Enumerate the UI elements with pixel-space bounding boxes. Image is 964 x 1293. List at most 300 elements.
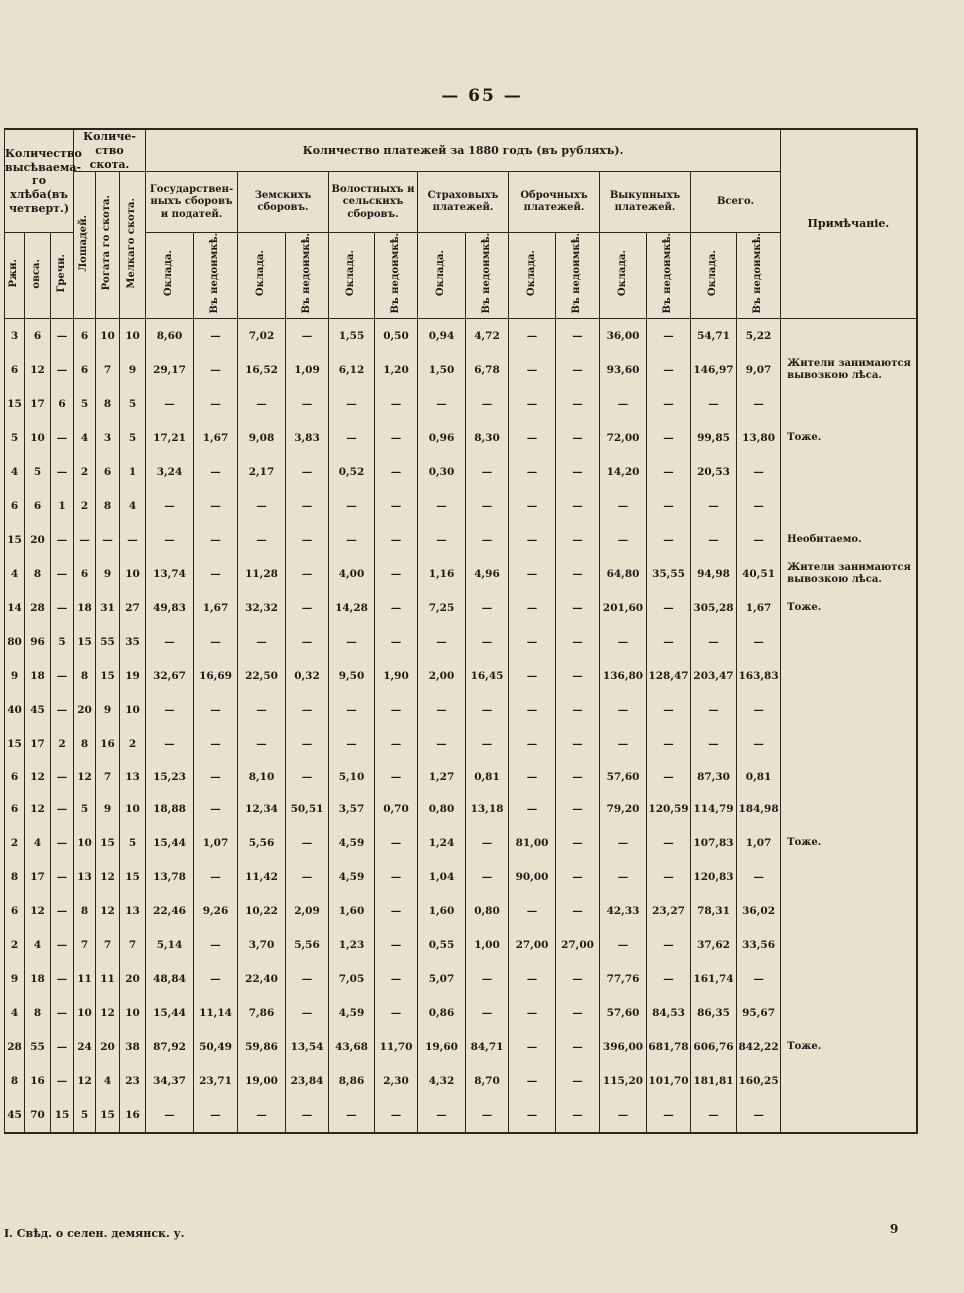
table-cell: — — [509, 1030, 556, 1064]
table-cell: 1,24 — [418, 826, 466, 860]
table-cell: 8,10 — [238, 761, 286, 792]
table-cell: 0,52 — [329, 455, 375, 489]
table-cell: 16,69 — [194, 659, 238, 693]
okl-header: Оклада. — [329, 233, 375, 319]
table-cell: — — [286, 693, 329, 727]
table-row — [5, 894, 917, 928]
table-cell: 1,60 — [418, 894, 466, 928]
table-cell: 94,98 — [691, 557, 737, 591]
table-cell: 1,67 — [194, 591, 238, 625]
table-body — [5, 319, 917, 1134]
table-cell: 1,67 — [194, 421, 238, 455]
table-cell: 36,00 — [600, 319, 647, 354]
table-row — [5, 792, 917, 826]
table-cell: 13,80 — [737, 421, 781, 455]
table-cell: 12 — [96, 860, 120, 894]
table-row — [5, 523, 917, 557]
table-cell: 163,83 — [737, 659, 781, 693]
table-cell: 20 — [96, 1030, 120, 1064]
table-cell: — — [647, 455, 691, 489]
table-cell: 8 — [74, 894, 96, 928]
table-cell: — — [466, 455, 509, 489]
ned-header: Въ недоимкѣ. — [737, 233, 781, 319]
table-cell: 9 — [96, 557, 120, 591]
table-cell: — — [418, 727, 466, 761]
table-cell: 15 — [5, 727, 25, 761]
table-cell: — — [509, 1098, 556, 1133]
table-cell: — — [194, 557, 238, 591]
table-cell: 19 — [120, 659, 146, 693]
table-cell: 40,51 — [737, 557, 781, 591]
table-cell: — — [466, 996, 509, 1030]
table-cell: 14 — [5, 591, 25, 625]
table-cell: 10 — [120, 792, 146, 826]
table-cell: 2,00 — [418, 659, 466, 693]
table-cell: 40 — [5, 693, 25, 727]
remark-cell — [781, 761, 917, 792]
table-cell: 10,22 — [238, 894, 286, 928]
table-cell: — — [51, 421, 74, 455]
table-cell: 5,22 — [737, 319, 781, 354]
table-cell: 3 — [96, 421, 120, 455]
table-cell: 681,78 — [647, 1030, 691, 1064]
table-cell: — — [286, 761, 329, 792]
table-cell: — — [286, 727, 329, 761]
table-cell: 1,90 — [375, 659, 418, 693]
table-cell: 35,55 — [647, 557, 691, 591]
table-cell: 27,00 — [509, 928, 556, 962]
table-cell: 15 — [96, 659, 120, 693]
grain-group-header: Количество высѣваема-го хлѣба(въ четверт.) — [5, 129, 74, 233]
table-cell: 15 — [5, 387, 25, 421]
table-cell: — — [647, 962, 691, 996]
table-cell: — — [238, 727, 286, 761]
table-cell: — — [418, 387, 466, 421]
table-cell: — — [737, 455, 781, 489]
table-cell: — — [375, 962, 418, 996]
table-row — [5, 489, 917, 523]
table-cell: — — [691, 1098, 737, 1133]
table-cell: 4 — [25, 928, 51, 962]
table-cell: 15 — [96, 826, 120, 860]
table-cell: 1,27 — [418, 761, 466, 792]
table-cell: 7 — [96, 928, 120, 962]
footer-source: I. Свѣд. о селен. демянск. у. — [4, 1227, 185, 1240]
table-cell: — — [556, 489, 600, 523]
table-cell: — — [600, 727, 647, 761]
table-cell: 2,09 — [286, 894, 329, 928]
table-cell: 22,50 — [238, 659, 286, 693]
table-cell: 19,00 — [238, 1064, 286, 1098]
table-cell: 5 — [120, 421, 146, 455]
table-cell: 16,45 — [466, 659, 509, 693]
table-cell: — — [329, 1098, 375, 1133]
table-cell: — — [375, 523, 418, 557]
table-cell: — — [556, 591, 600, 625]
table-cell: — — [194, 693, 238, 727]
table-cell: 181,81 — [691, 1064, 737, 1098]
table-cell: 55 — [96, 625, 120, 659]
table-cell: — — [418, 489, 466, 523]
table-cell: 0,81 — [466, 761, 509, 792]
table-cell: 22,46 — [146, 894, 194, 928]
table-cell: 14,20 — [600, 455, 647, 489]
table-cell: — — [329, 489, 375, 523]
table-cell: 201,60 — [600, 591, 647, 625]
table-cell: 20 — [120, 962, 146, 996]
table-cell: 7 — [74, 928, 96, 962]
table-cell: 4 — [5, 557, 25, 591]
table-cell: — — [600, 625, 647, 659]
table-cell: — — [737, 693, 781, 727]
table-cell: — — [194, 625, 238, 659]
table-cell: — — [146, 727, 194, 761]
quitrent-header: Оброчныхъ платежей. — [509, 172, 600, 233]
table-row — [5, 421, 917, 455]
table-cell: 115,20 — [600, 1064, 647, 1098]
table-cell: 57,60 — [600, 761, 647, 792]
table-cell: 16,52 — [238, 353, 286, 387]
okl-header: Оклада. — [146, 233, 194, 319]
table-cell: 4,00 — [329, 557, 375, 591]
remark-cell — [781, 962, 917, 996]
table-cell: — — [600, 928, 647, 962]
table-cell: 11,14 — [194, 996, 238, 1030]
table-cell: — — [286, 319, 329, 354]
table-cell: 13,78 — [146, 860, 194, 894]
table-cell: 120,59 — [647, 792, 691, 826]
table-cell: — — [51, 792, 74, 826]
table-cell: 16 — [120, 1098, 146, 1133]
table-cell: 28 — [5, 1030, 25, 1064]
table-cell: 95,67 — [737, 996, 781, 1030]
remark-cell — [781, 860, 917, 894]
table-cell: 8 — [25, 557, 51, 591]
table-row — [5, 727, 917, 761]
table-cell: 160,25 — [737, 1064, 781, 1098]
table-cell: 84,71 — [466, 1030, 509, 1064]
table-cell: 5 — [25, 455, 51, 489]
table-cell: — — [647, 421, 691, 455]
table-cell: 101,70 — [647, 1064, 691, 1098]
table-cell: — — [466, 727, 509, 761]
table-cell: 0,50 — [375, 319, 418, 354]
table-cell: 4 — [25, 826, 51, 860]
table-cell: 3 — [5, 319, 25, 354]
table-cell: 15 — [120, 860, 146, 894]
table-cell: — — [51, 928, 74, 962]
table-cell: 93,60 — [600, 353, 647, 387]
table-cell: 8 — [5, 860, 25, 894]
table-row — [5, 826, 917, 860]
table-cell: — — [51, 591, 74, 625]
table-cell: 6,78 — [466, 353, 509, 387]
table-cell: 6 — [5, 761, 25, 792]
table-cell: 5 — [74, 1098, 96, 1133]
table-cell: — — [375, 727, 418, 761]
ned-header: Въ недоимкѣ. — [194, 233, 238, 319]
buckwheat-header: Гречи. — [51, 233, 74, 319]
table-cell: — — [194, 319, 238, 354]
remark-cell: Жители занимаются вывозкою лѣса. — [781, 557, 917, 591]
table-cell: 27 — [120, 591, 146, 625]
table-row — [5, 962, 917, 996]
table-cell: 23 — [120, 1064, 146, 1098]
table-cell: — — [556, 319, 600, 354]
table-cell: 842,22 — [737, 1030, 781, 1064]
table-cell: — — [556, 826, 600, 860]
table-cell: 5 — [74, 792, 96, 826]
table-cell: 99,85 — [691, 421, 737, 455]
table-cell: — — [691, 625, 737, 659]
table-cell: 203,47 — [691, 659, 737, 693]
table-cell: 10 — [74, 996, 96, 1030]
remark-cell — [781, 727, 917, 761]
remark-cell — [781, 489, 917, 523]
remark-cell — [781, 319, 917, 354]
table-cell: 45 — [5, 1098, 25, 1133]
table-cell: 1,23 — [329, 928, 375, 962]
table-cell: 4 — [74, 421, 96, 455]
table-cell: 34,37 — [146, 1064, 194, 1098]
table-cell: — — [647, 353, 691, 387]
table-cell: — — [691, 693, 737, 727]
redemption-header: Выкупныхъ платежей. — [600, 172, 691, 233]
table-cell: 2,17 — [238, 455, 286, 489]
table-cell: 0,86 — [418, 996, 466, 1030]
table-cell: — — [509, 625, 556, 659]
table-cell: 1,07 — [194, 826, 238, 860]
total-header: Всего. — [691, 172, 781, 233]
table-cell: 2 — [51, 727, 74, 761]
table-cell: 1,00 — [466, 928, 509, 962]
state-taxes-header: Государствен-ныхъ сборовъ и податей. — [146, 172, 238, 233]
table-cell: 28 — [25, 591, 51, 625]
table-cell: 15,44 — [146, 996, 194, 1030]
ned-header: Въ недоимкѣ. — [647, 233, 691, 319]
table-cell: — — [556, 996, 600, 1030]
table-cell: 15,44 — [146, 826, 194, 860]
table-cell: — — [509, 421, 556, 455]
table-cell: — — [51, 455, 74, 489]
table-cell: — — [286, 860, 329, 894]
table-cell: 55 — [25, 1030, 51, 1064]
table-cell: 6 — [5, 894, 25, 928]
table-cell: 7,05 — [329, 962, 375, 996]
table-cell: 18,88 — [146, 792, 194, 826]
table-cell: 146,97 — [691, 353, 737, 387]
table-cell: 23,84 — [286, 1064, 329, 1098]
table-cell: 9 — [96, 792, 120, 826]
table-row — [5, 860, 917, 894]
table-cell: — — [556, 557, 600, 591]
table-cell: — — [647, 693, 691, 727]
table-cell: — — [146, 387, 194, 421]
table-cell: — — [509, 761, 556, 792]
table-cell: — — [509, 523, 556, 557]
table-cell: 32,67 — [146, 659, 194, 693]
table-cell: 10 — [74, 826, 96, 860]
table-cell: 84,53 — [647, 996, 691, 1030]
table-cell: — — [600, 387, 647, 421]
table-cell: 86,35 — [691, 996, 737, 1030]
table-cell: 13,74 — [146, 557, 194, 591]
table-cell: 4,59 — [329, 996, 375, 1030]
table-cell: 9,50 — [329, 659, 375, 693]
table-row — [5, 928, 917, 962]
table-cell: — — [375, 996, 418, 1030]
ned-header: Въ недоимкѣ. — [375, 233, 418, 319]
table-cell: — — [375, 557, 418, 591]
table-cell: — — [375, 591, 418, 625]
table-cell: — — [418, 523, 466, 557]
table-cell: — — [329, 625, 375, 659]
table-cell: — — [556, 659, 600, 693]
table-cell: — — [51, 860, 74, 894]
table-cell: 0,80 — [466, 894, 509, 928]
table-cell: 114,79 — [691, 792, 737, 826]
table-cell: — — [51, 1064, 74, 1098]
table-cell: — — [509, 894, 556, 928]
table-cell: 50,49 — [194, 1030, 238, 1064]
table-cell: 11 — [74, 962, 96, 996]
table-cell: 14,28 — [329, 591, 375, 625]
table-row — [5, 591, 917, 625]
table-cell: — — [737, 523, 781, 557]
table-cell: — — [194, 962, 238, 996]
cattle-header: Рогата го скота. — [96, 172, 120, 319]
table-cell: — — [647, 761, 691, 792]
table-cell: 9 — [5, 659, 25, 693]
table-cell: 2 — [120, 727, 146, 761]
table-cell: — — [509, 591, 556, 625]
table-cell: 23,71 — [194, 1064, 238, 1098]
table-cell: — — [556, 455, 600, 489]
table-cell: 3,57 — [329, 792, 375, 826]
table-cell: — — [286, 557, 329, 591]
table-cell: — — [466, 962, 509, 996]
table-cell: 8 — [96, 387, 120, 421]
table-cell: — — [194, 523, 238, 557]
table-cell: 17 — [25, 727, 51, 761]
table-cell: — — [375, 387, 418, 421]
table-cell: — — [647, 860, 691, 894]
table-cell: 305,28 — [691, 591, 737, 625]
table-cell: — — [466, 523, 509, 557]
table-cell: — — [286, 996, 329, 1030]
remark-cell: Тоже. — [781, 1030, 917, 1064]
table-cell: — — [375, 894, 418, 928]
table-cell: 15 — [51, 1098, 74, 1133]
table-cell: 11 — [96, 962, 120, 996]
table-cell: 1,67 — [737, 591, 781, 625]
table-cell: 6 — [51, 387, 74, 421]
table-cell: 4,96 — [466, 557, 509, 591]
table-cell: — — [466, 387, 509, 421]
table-cell: 8,30 — [466, 421, 509, 455]
table-cell: — — [375, 826, 418, 860]
table-cell: — — [509, 557, 556, 591]
table-cell: 2 — [74, 455, 96, 489]
table-cell: — — [556, 761, 600, 792]
table-cell: — — [647, 727, 691, 761]
table-cell: 5,10 — [329, 761, 375, 792]
table-cell: — — [51, 319, 74, 354]
table-cell: 0,30 — [418, 455, 466, 489]
table-cell: 9,08 — [238, 421, 286, 455]
table-cell: 7,02 — [238, 319, 286, 354]
table-cell: 1,55 — [329, 319, 375, 354]
table-cell: — — [51, 826, 74, 860]
table-cell: — — [51, 761, 74, 792]
table-cell: — — [509, 659, 556, 693]
table-cell: — — [194, 860, 238, 894]
table-cell: 54,71 — [691, 319, 737, 354]
table-cell: 10 — [120, 693, 146, 727]
table-cell: — — [737, 860, 781, 894]
table-cell: — — [600, 523, 647, 557]
table-cell: 8 — [74, 659, 96, 693]
table-cell: — — [600, 826, 647, 860]
table-cell: 7,25 — [418, 591, 466, 625]
table-cell: 10 — [120, 557, 146, 591]
table-cell: 87,30 — [691, 761, 737, 792]
horses-header: Лошадей. — [74, 172, 96, 319]
table-cell: 77,76 — [600, 962, 647, 996]
table-cell: — — [329, 523, 375, 557]
table-cell: 6 — [5, 792, 25, 826]
table-cell: 9 — [96, 693, 120, 727]
table-cell: 3,83 — [286, 421, 329, 455]
table-cell: — — [647, 523, 691, 557]
table-cell: 72,00 — [600, 421, 647, 455]
table-cell: 6 — [96, 455, 120, 489]
table-cell: 16 — [96, 727, 120, 761]
statistics-table — [4, 128, 918, 1134]
table-cell: 5,14 — [146, 928, 194, 962]
table-cell: — — [509, 455, 556, 489]
table-cell: 120,83 — [691, 860, 737, 894]
table-cell: 12 — [74, 1064, 96, 1098]
table-cell: — — [194, 928, 238, 962]
table-cell: — — [737, 489, 781, 523]
table-cell: 2,30 — [375, 1064, 418, 1098]
table-row — [5, 659, 917, 693]
table-cell: — — [509, 962, 556, 996]
table-cell: — — [509, 727, 556, 761]
table-row — [5, 557, 917, 591]
remark-cell — [781, 1098, 917, 1133]
table-cell: 13 — [120, 894, 146, 928]
table-cell: 13 — [120, 761, 146, 792]
table-cell: — — [466, 693, 509, 727]
table-cell: — — [74, 523, 96, 557]
table-row — [5, 625, 917, 659]
table-cell: 43,68 — [329, 1030, 375, 1064]
table-cell: 5 — [5, 421, 25, 455]
table-cell: 4,59 — [329, 860, 375, 894]
table-cell: 8 — [74, 727, 96, 761]
table-cell: 50,51 — [286, 792, 329, 826]
table-cell: — — [737, 1098, 781, 1133]
table-cell: 8 — [96, 489, 120, 523]
table-cell: — — [418, 625, 466, 659]
table-cell: 4 — [5, 455, 25, 489]
remark-cell — [781, 894, 917, 928]
table-row — [5, 693, 917, 727]
table-cell: — — [509, 792, 556, 826]
remark-cell — [781, 996, 917, 1030]
